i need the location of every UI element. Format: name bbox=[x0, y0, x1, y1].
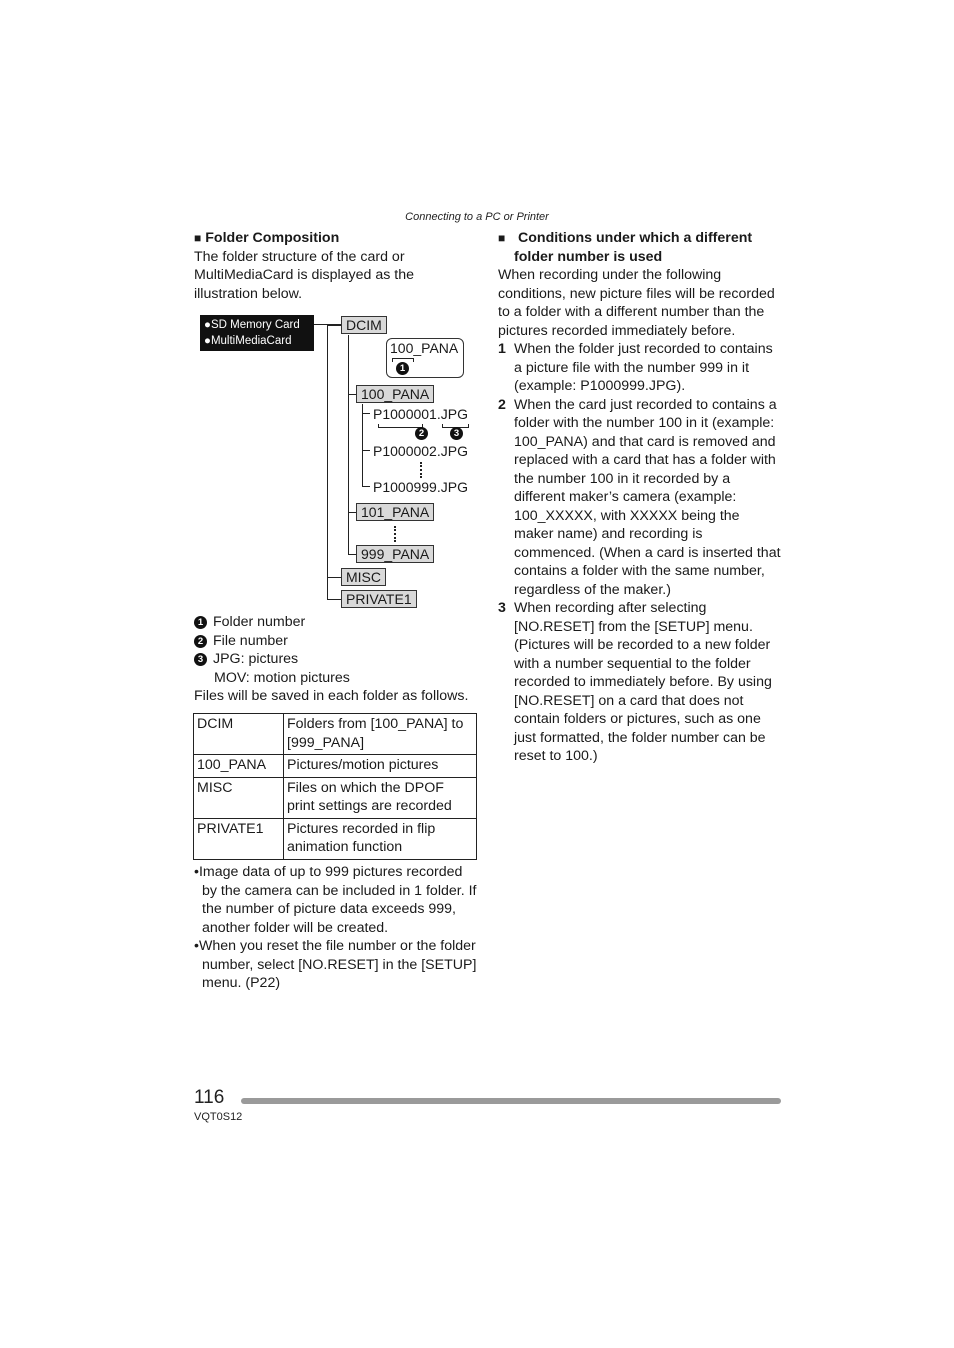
files-branch-line bbox=[362, 404, 363, 486]
table-cell-name: MISC bbox=[194, 777, 284, 818]
connector-line bbox=[362, 413, 370, 414]
folder-table bbox=[193, 713, 477, 860]
table-cell-desc: Folders from [100_PANA] to [999_PANA] bbox=[284, 714, 477, 755]
marker-3-icon: 3 bbox=[450, 427, 463, 440]
legend-jpg: 3 JPG: pictures bbox=[194, 650, 484, 669]
file-p1000002: P1000002.JPG bbox=[373, 443, 468, 459]
list-item: •Image data of up to 999 pictures recorded by the camera can be included in 1 folder. If the number of picture data exceeds 999, another folder will be created. bbox=[194, 864, 477, 936]
marker-3-icon: 3 bbox=[194, 653, 207, 666]
conditions-heading: ■ Conditions under which a different folder number is used bbox=[498, 230, 753, 265]
table-row bbox=[194, 755, 477, 778]
document-code: VQT0S12 bbox=[194, 1111, 243, 1123]
card-label-sd: ●SD Memory Card bbox=[204, 319, 300, 331]
list-number: 1 bbox=[498, 341, 506, 357]
list-number: 2 bbox=[498, 396, 506, 413]
page-number: 116 bbox=[194, 1087, 225, 1108]
square-bullet-icon: ■ bbox=[194, 231, 202, 245]
legend-note: Files will be saved in each folder as follows. bbox=[194, 688, 469, 704]
ellipsis-dots bbox=[394, 526, 396, 542]
connector-line bbox=[348, 394, 356, 395]
connector-line bbox=[348, 554, 356, 555]
bracket-line bbox=[392, 358, 414, 359]
bracket-line bbox=[468, 424, 469, 428]
square-bullet-icon: ■ bbox=[498, 231, 506, 245]
table-row bbox=[194, 714, 477, 755]
folder-tree-diagram bbox=[194, 311, 484, 611]
list-item: •When you reset the file number or the folder number, select [NO.RESET] in the [SETUP] menu. (P22) bbox=[194, 938, 477, 991]
diagram-legend bbox=[194, 613, 484, 706]
table-row bbox=[194, 818, 477, 859]
folder-misc: MISC bbox=[341, 568, 386, 586]
table-cell-name: DCIM bbox=[194, 714, 284, 755]
list-item bbox=[498, 599, 782, 766]
card-label-mmc: ●MultiMediaCard bbox=[204, 335, 292, 347]
table-cell-desc: Files on which the DPOF print settings are recorded bbox=[284, 777, 477, 818]
connector-line bbox=[348, 512, 356, 513]
running-header: Connecting to a PC or Printer bbox=[405, 211, 549, 223]
file-p1000001: P1000001.JPG bbox=[373, 406, 468, 422]
marker-2-icon: 2 bbox=[194, 635, 207, 648]
folder-private1: PRIVATE1 bbox=[341, 590, 417, 608]
folder-intro-text: The folder structure of the card or MultiMediaCard is displayed as the illustration below. bbox=[194, 248, 415, 302]
table-cell-name: PRIVATE1 bbox=[194, 818, 284, 859]
ellipsis-dots bbox=[420, 462, 422, 478]
bracket-line bbox=[413, 358, 414, 362]
marker-2-icon: 2 bbox=[415, 427, 428, 440]
connector-line bbox=[362, 450, 370, 451]
connector-line bbox=[327, 577, 341, 578]
file-p1000999: P1000999.JPG bbox=[373, 479, 468, 495]
table-cell-desc: Pictures/motion pictures bbox=[284, 755, 477, 778]
table-cell-name: 100_PANA bbox=[194, 755, 284, 778]
connector-line bbox=[362, 486, 370, 487]
list-text: When the card just recorded to contains a folder with the number 100 in it (example: 100_PANA) and that card is removed and replaced with a card that has a folder with the number 100 in it recorded by a different maker’s camera (example: 100_XXXXX, with XXXXX being the maker name) and recording is commenced. (When a card is inserted that contains a folder with the same number, regardless of the maker.) bbox=[514, 396, 781, 598]
legend-mov: MOV: motion pictures bbox=[214, 669, 350, 686]
marker-1-icon: 1 bbox=[396, 362, 409, 375]
legend-folder-number: 1 Folder number bbox=[194, 613, 484, 632]
notes-list bbox=[194, 863, 478, 993]
folder-composition-heading: ■ Folder Composition bbox=[194, 230, 340, 246]
folder-100-pana: 100_PANA bbox=[356, 385, 434, 403]
table-row bbox=[194, 777, 477, 818]
folder-999-pana: 999_PANA bbox=[356, 545, 434, 563]
list-text: When the folder just recorded to contains a picture file with the number 999 in it (example: P1000999.JPG). bbox=[514, 341, 773, 394]
legend-file-number: 2 File number bbox=[194, 632, 484, 651]
card-type-label bbox=[200, 315, 314, 351]
footer-rule bbox=[241, 1098, 781, 1104]
folder-101-pana: 101_PANA bbox=[356, 503, 434, 521]
list-text: When recording after selecting [NO.RESET] from the [SETUP] menu. (Pictures will be recorded to a new folder with a number sequential to the folder recorded to immediately before. By using [NO.RESET] on a card that does not contain folders or pictures, such as one just formatted, the folder number can be reset to 100.) bbox=[514, 600, 772, 764]
conditions-intro: When recording under the following conditions, new picture files will be recorded to a folder with a different number than the pictures recorded immediately before. bbox=[498, 267, 775, 339]
right-column bbox=[498, 229, 782, 766]
marker-1-icon: 1 bbox=[194, 616, 207, 629]
connector-line bbox=[327, 325, 341, 326]
connector-line bbox=[327, 599, 341, 600]
table-cell-desc: Pictures recorded in flip animation function bbox=[284, 818, 477, 859]
trunk-line bbox=[327, 325, 328, 599]
list-number: 3 bbox=[498, 600, 506, 616]
list-item bbox=[498, 396, 782, 600]
list-item bbox=[498, 340, 782, 396]
conditions-list bbox=[498, 340, 782, 766]
folder-dcim: DCIM bbox=[341, 316, 387, 334]
dcim-branch-line bbox=[348, 335, 349, 554]
callout-folder-name: 100_PANA bbox=[390, 340, 459, 356]
left-column bbox=[194, 229, 479, 303]
